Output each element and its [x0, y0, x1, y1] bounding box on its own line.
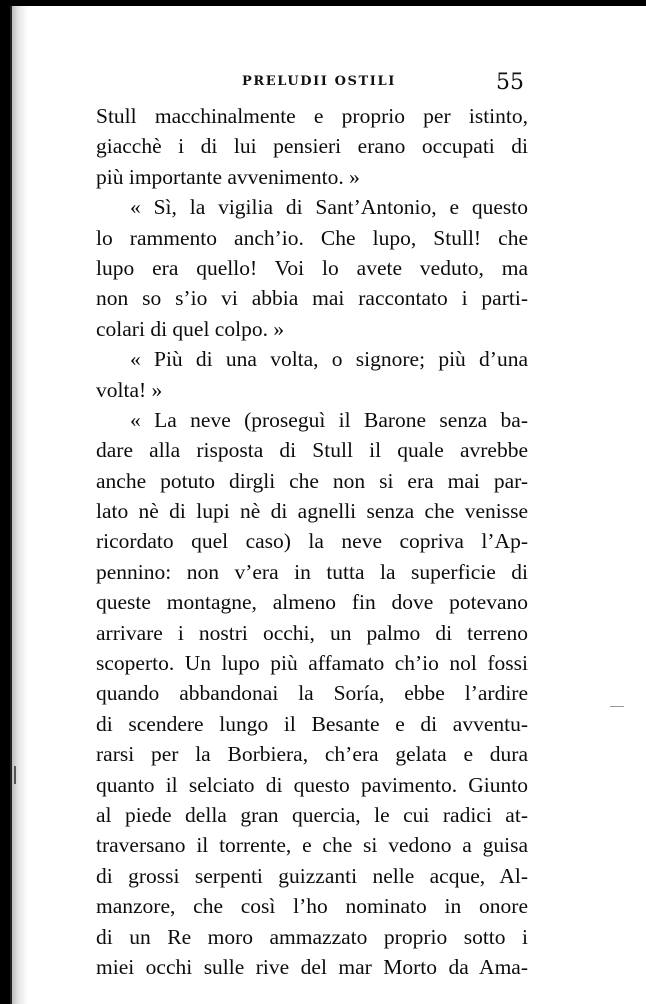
- text-line: di un Re moro ammazzato proprio sotto i: [96, 924, 528, 949]
- text-line: anche potuto dirgli che non si era mai par-: [96, 468, 528, 493]
- text-line: più importante avvenimento. »: [96, 164, 360, 189]
- text-line: volta! »: [96, 377, 163, 402]
- text-line: scoperto. Un lupo più affamato ch’io nol fossi: [96, 651, 528, 676]
- text-line: di grossi serpenti guizzanti nelle acque, Al-: [96, 863, 528, 888]
- page-number: 55: [496, 70, 524, 95]
- text-line: giacchè i di lui pensieri erano occupati di: [96, 134, 528, 159]
- text-line: al piede della gran quercia, le cui radici at-: [96, 802, 528, 827]
- text-line: « La neve (proseguì il Barone senza ba-: [130, 407, 528, 432]
- text-line: non so s’io vi abbia mai raccontato i parti-: [96, 286, 528, 311]
- text-line: arrivare i nostri occhi, un palmo di terreno: [96, 620, 528, 645]
- text-line: Stull macchinalmente e proprio per istinto,: [96, 104, 528, 128]
- binding-gutter: [12, 6, 28, 1004]
- text-line: quanto il selciato di questo pavimento. Giunto: [96, 772, 528, 797]
- text-line: dare alla risposta di Stull il quale avrebbe: [96, 438, 528, 463]
- text-line: ricordato quel caso) la neve copriva l’Ap-: [96, 529, 528, 554]
- text-line: quando abbandonai la Soría, ebbe l’ardire: [96, 681, 528, 706]
- book-page: [10, 6, 646, 1004]
- text-line: pennino: non v’era in tutta la superficie di: [96, 559, 528, 584]
- margin-mark: [14, 766, 16, 784]
- text-line: lupo era quello! Voi lo avete veduto, ma: [96, 255, 528, 280]
- text-line: queste montagne, almeno fin dove potevano: [96, 590, 528, 615]
- text-line: « Più di una volta, o signore; più d’una: [130, 347, 528, 372]
- running-title: PRELUDII OSTILI: [242, 74, 396, 89]
- text-line: lo rammento anch’io. Che lupo, Stull! che: [96, 225, 528, 250]
- body-text: [96, 101, 528, 982]
- text-line: di scendere lungo il Besante e di avventu-: [96, 711, 528, 736]
- margin-mark: [610, 706, 624, 707]
- text-line: miei occhi sulle rive del mar Morto da Ama-: [96, 954, 528, 979]
- page-header: [12, 70, 646, 100]
- text-line: traversano il torrente, e che si vedono a guisa: [96, 833, 528, 858]
- text-line: colari di quel colpo. »: [96, 316, 285, 341]
- text-line: lato nè di lupi nè di agnelli senza che venisse: [96, 499, 528, 524]
- text-line: « Sì, la vigilia di Sant’Antonio, e questo: [130, 195, 528, 220]
- text-line: rarsi per la Borbiera, ch’era gelata e dura: [96, 742, 528, 767]
- text-line: manzore, che così l’ho nominato in onore: [96, 894, 528, 919]
